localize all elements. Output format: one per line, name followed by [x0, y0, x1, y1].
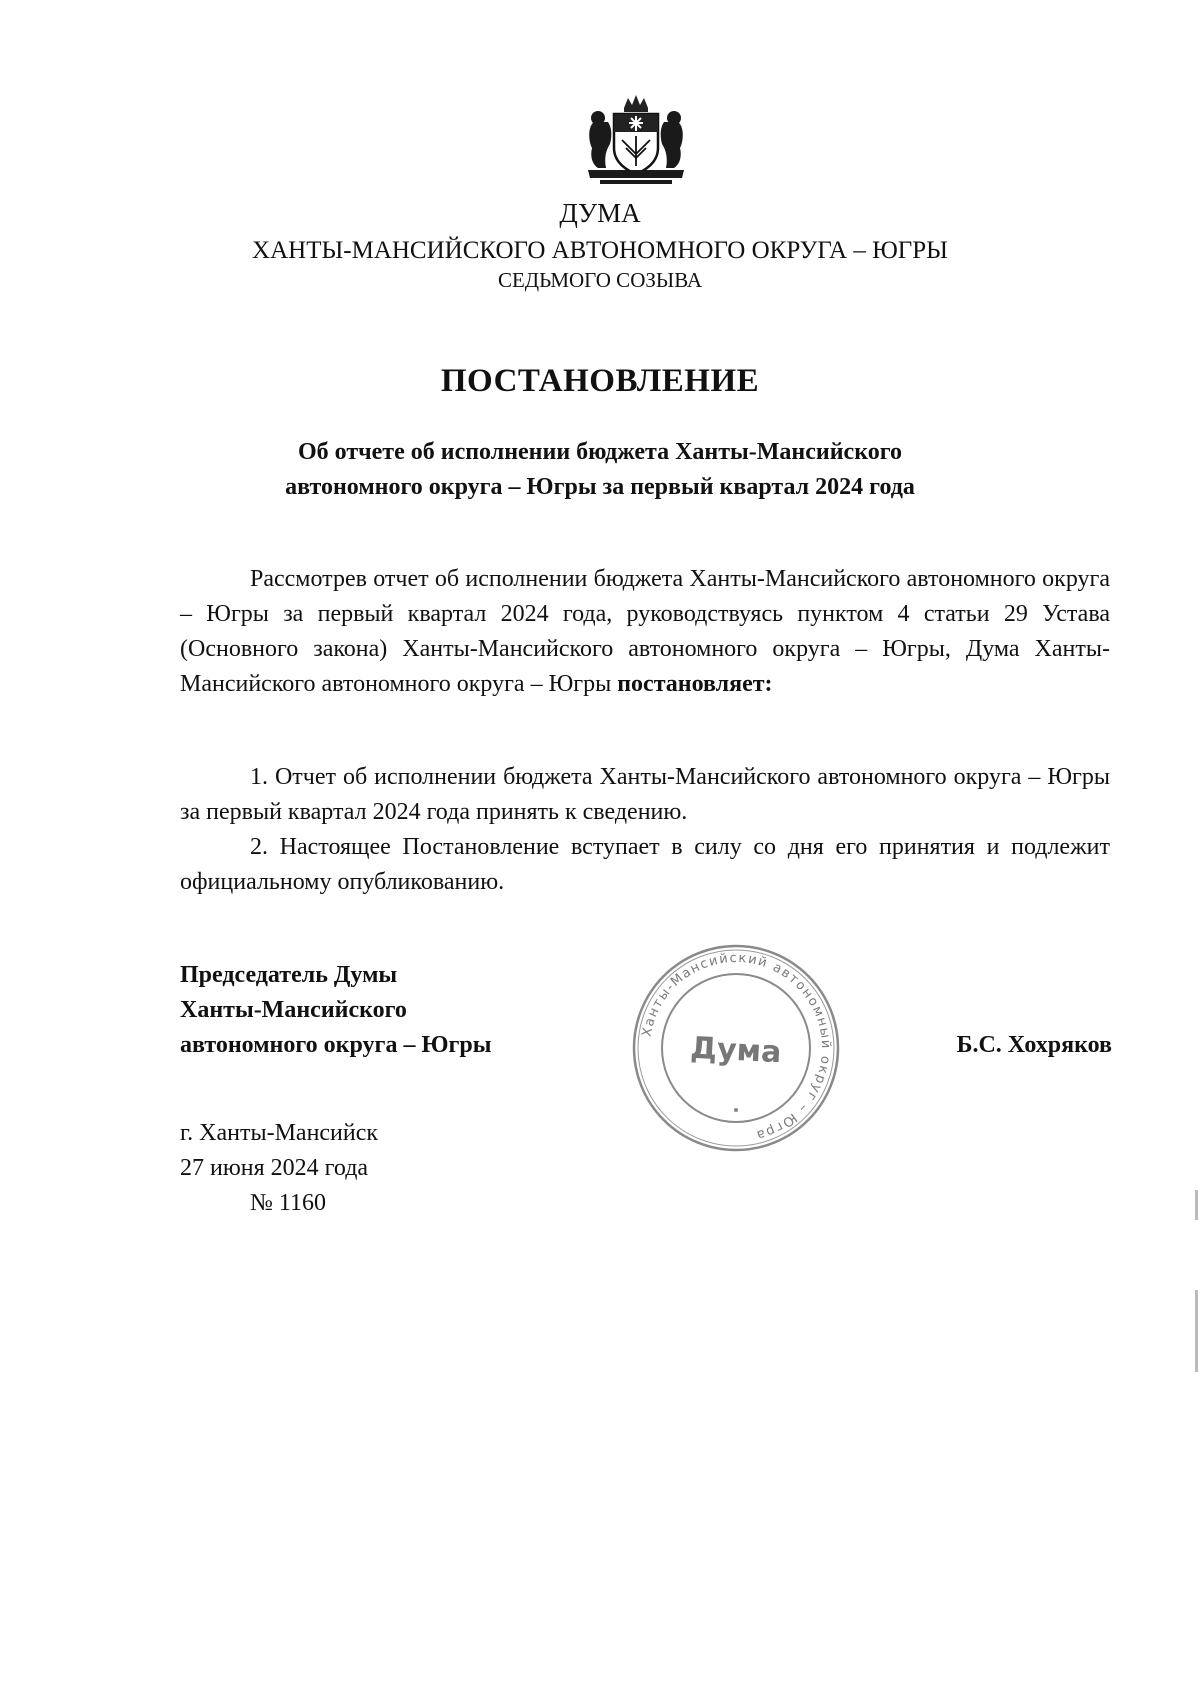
signatory-name: Б.С. Хохряков	[956, 1032, 1112, 1058]
resolves-keyword: постановляет:	[617, 671, 773, 697]
signatory-title-line-2: Ханты-Мансийского	[180, 997, 407, 1023]
scan-edge-mark	[1195, 1290, 1198, 1372]
signatory-title-line-3: автономного округа – Югры	[180, 1032, 492, 1058]
stamp-center-text: Дума	[689, 1030, 783, 1071]
document-type-heading: ПОСТАНОВЛЕНИЕ	[440, 363, 760, 399]
signatory-title	[180, 958, 491, 1063]
resolution-item-2: 2. Настоящее Постановление вступает в силу со дня его принятия и подлежит официальному опубликованию.	[180, 834, 1110, 895]
signatory-title-line-1: Председатель Думы	[180, 962, 398, 988]
organization-name: ХАНТЫ-МАНСИЙСКОГО АВТОНОМНОГО ОКРУГА – ЮГРЫ	[252, 237, 948, 264]
subject-line-1: Об отчете об исполнении бюджета Ханты-Мансийского	[297, 439, 903, 465]
place-of-adoption: г. Ханты-Мансийск	[180, 1120, 379, 1146]
coat-of-arms-emblem	[584, 92, 688, 192]
document-subject	[180, 435, 1020, 505]
resolution-item-1: 1. Отчет об исполнении бюджета Ханты-Мансийского автономного округа – Югры за первый квартал 2024 года принять к сведению.	[180, 764, 1110, 825]
convocation-label: СЕДЬМОГО СОЗЫВА	[497, 268, 703, 292]
organization-title: ДУМА	[559, 198, 641, 228]
adoption-date: 27 июня 2024 года	[180, 1155, 369, 1181]
stamp-ring-text: Ханты-Мансийский автономный округ – Югра	[639, 950, 834, 1143]
preamble-paragraph	[180, 562, 1110, 702]
document-number: № 1160	[250, 1190, 327, 1216]
document-footer	[180, 1116, 378, 1221]
scan-edge-mark	[1195, 1190, 1198, 1220]
preamble-text: Рассмотрев отчет об исполнении бюджета Ханты-Мансийского автономного округа – Югры за первый квартал 2024 года, руководствуясь пунктом 4 статьи 29 Устава (Основного закона) Ханты-Мансийского автономного округа – Югры, Дума Ханты-Мансийского автономного округа – Югры	[180, 566, 1110, 697]
subject-line-2: автономного округа – Югры за первый квартал 2024 года	[285, 474, 915, 500]
official-stamp	[626, 938, 846, 1158]
